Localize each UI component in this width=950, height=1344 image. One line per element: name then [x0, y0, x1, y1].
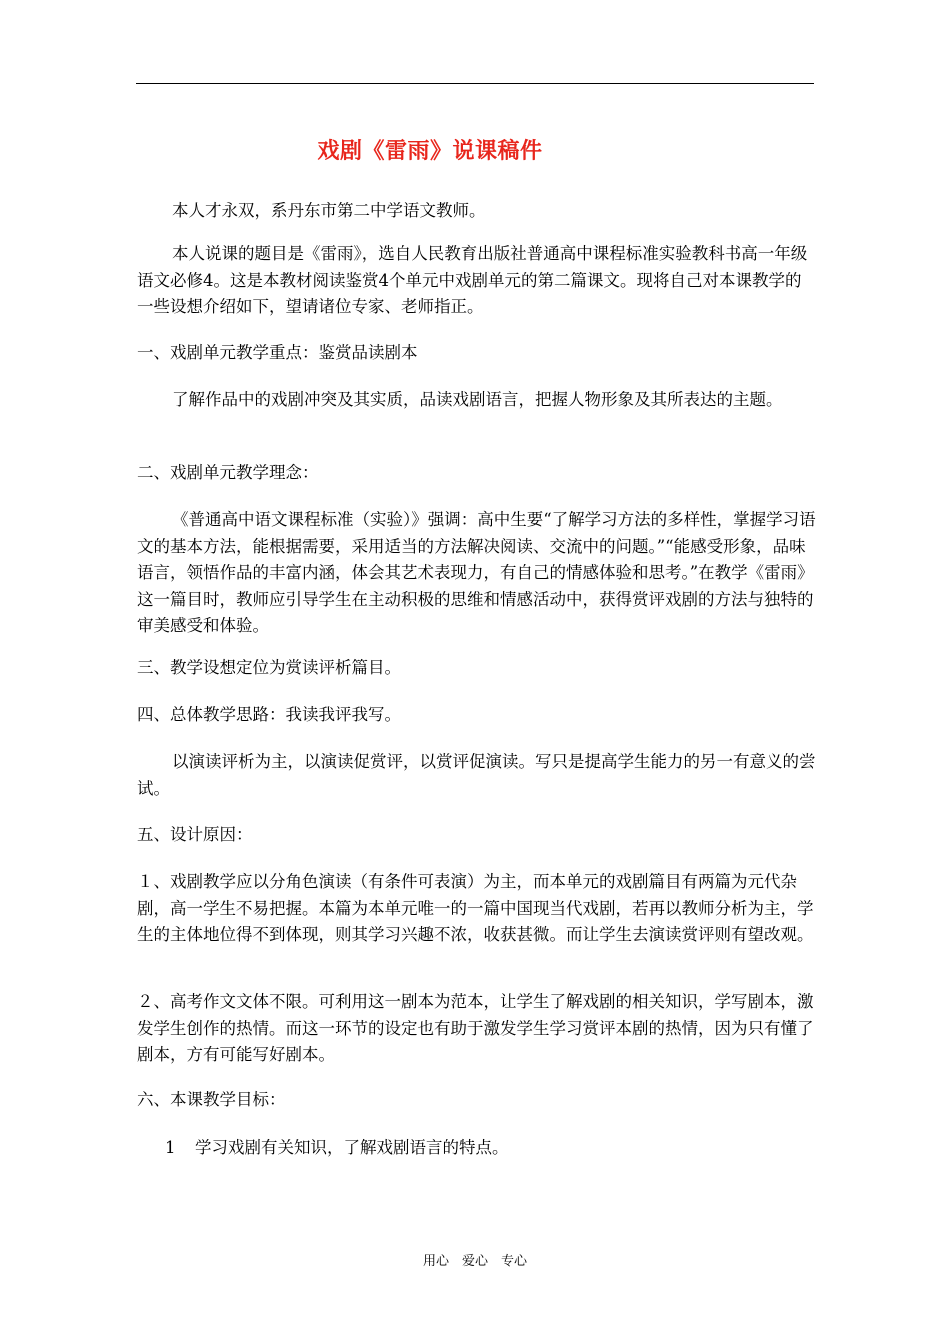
page-footer: 用心 爱心 专心 [422, 1254, 527, 1269]
header-rule [136, 83, 814, 84]
goal-1-number: 1 [165, 1138, 176, 1157]
topic-paragraph: 本人说课的题目是《雷雨》，选自人民教育出版社普通高中课程标准实验教科书高一年级语文必修4。这是本教材阅读鉴赏4个单元中戏剧单元的第二篇课文。现将自己对本课教学的一些设想介绍如下，望请诸位专家、老师指正。 [137, 244, 808, 316]
document-title: 戏剧《雷雨》说课稿件 [317, 138, 543, 164]
goal-1-text: 学习戏剧有关知识，了解戏剧语言的特点。 [195, 1138, 509, 1157]
section-heading-3: 三、教学设想定位为赏读评析篇目。 [137, 658, 401, 677]
section-1-paragraph: 了解作品中的戏剧冲突及其实质，品读戏剧语言，把握人物形象及其所表达的主题。 [172, 390, 783, 409]
section-heading-5: 五、设计原因： [137, 825, 253, 844]
section-heading-6: 六、本课教学目标： [137, 1090, 286, 1109]
section-heading-1: 一、戏剧单元教学重点：鉴赏品读剧本 [137, 343, 418, 362]
section-2-paragraph: 《普通高中语文课程标准（实验）》强调：高中生要“了解学习方法的多样性，掌握学习语文的基本方法，能根据需要，采用适当的方法解决阅读、交流中的问题。”“能感受形象，品味语言，领悟作品的丰富内涵，体会其艺术表现力，有自己的情感体验和思考。”在教学《雷雨》这一篇目时，教师应引导学生在主动积极的思维和情感活动中，获得赏评戏剧的方法与独特的审美感受和体验。 [137, 510, 816, 635]
section-4-paragraph: 以演读评析为主，以演读促赏评，以赏评促演读。写只是提高学生能力的另一有意义的尝试。 [137, 752, 816, 798]
reason-1-paragraph: １、戏剧教学应以分角色演读（有条件可表演）为主，而本单元的戏剧篇目有两篇为元代杂剧，高一学生不易把握。本篇为本单元唯一的一篇中国现当代戏剧，若再以教师分析为主，学生的主体地位得不到体现，则其学习兴趣不浓，收获甚微。而让学生去演读赏评则有望改观。 [137, 872, 814, 944]
section-heading-2: 二、戏剧单元教学理念： [137, 463, 319, 482]
intro-paragraph: 本人才永双，系丹东市第二中学语文教师。 [172, 201, 486, 220]
section-heading-4: 四、总体教学思路：我读我评我写。 [137, 705, 401, 724]
reason-2-paragraph: ２、高考作文文体不限。可利用这一剧本为范本，让学生了解戏剧的相关知识，学写剧本，激发学生创作的热情。而这一环节的设定也有助于激发学生学习赏评本剧的热情，因为只有懂了剧本，方有可能写好剧本。 [137, 992, 814, 1064]
